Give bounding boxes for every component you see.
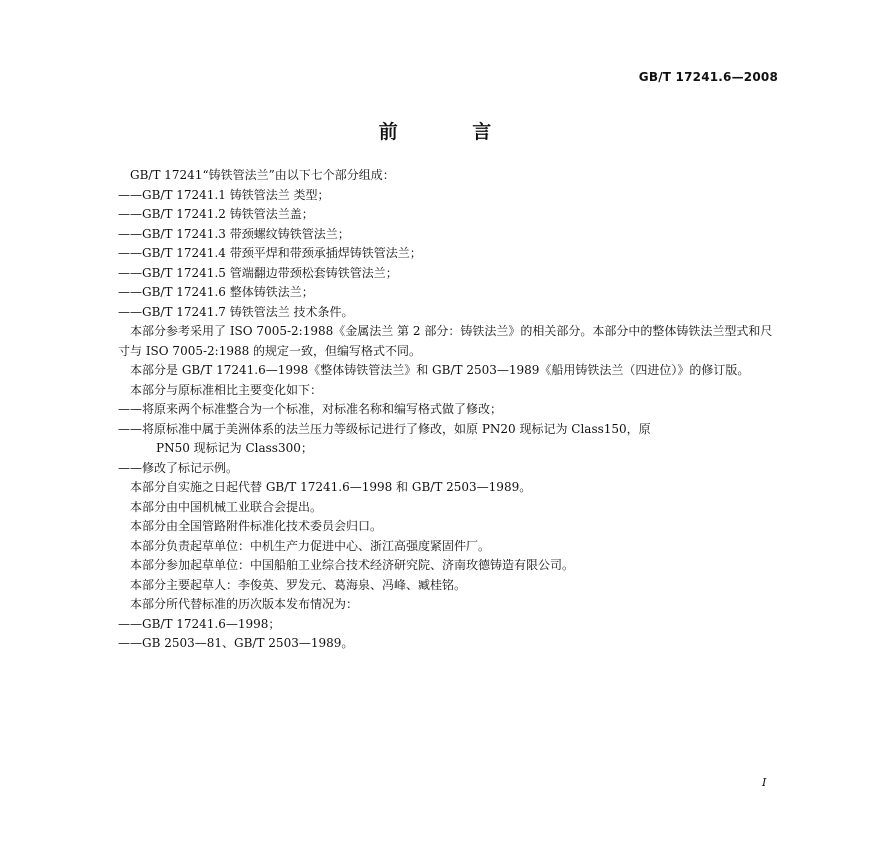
- list-item: ——GB/T 17241.1 铸铁管法兰 类型；: [118, 187, 330, 202]
- page-title: 前 言: [378, 121, 526, 143]
- proposer-statement: 本部分由中国机械工业联合会提出。: [130, 499, 323, 514]
- changes-intro: 本部分与原标准相比主要变化如下：: [130, 382, 323, 397]
- document-body: [118, 166, 778, 654]
- list-item: ——GB/T 17241.3 带颈螺纹铸铁管法兰；: [118, 226, 350, 241]
- list-item: ——GB/T 17241.6 整体铸铁法兰；: [118, 285, 314, 299]
- standard-number: GB/T 17241.6—2008: [638, 70, 778, 84]
- list-item: ——GB/T 17241.2 铸铁管法兰盖；: [118, 207, 314, 221]
- change-item: ——将原来两个标准整合为一个标准，对标准名称和编写格式做了修改；: [118, 402, 503, 416]
- centralizer-statement: 本部分由全国管路附件标准化技术委员会归口。: [130, 519, 383, 533]
- revision-paragraph: 本部分是 GB/T 17241.6—1998《整体铸铁管法兰》和 GB/T 2503—1989《船用铸铁法兰（四进位）》的修订版。: [130, 363, 750, 377]
- page-number: I: [762, 776, 767, 789]
- change-item: ——修改了标记示例。: [118, 460, 239, 475]
- replacement-statement: 本部分自实施之日起代替 GB/T 17241.6—1998 和 GB/T 2503—1989。: [130, 480, 532, 494]
- history-intro: 本部分所代替标准的历次版本发布情况为：: [130, 597, 359, 611]
- list-item: ——GB/T 17241.5 管端翻边带颈松套铸铁管法兰；: [118, 265, 398, 280]
- intro-line: GB/T 17241“铸铁管法兰”由以下七个部分组成：: [130, 168, 395, 182]
- drafters-statement: 本部分主要起草人：李俊英、罗发元、葛海泉、冯峰、臧桂铭。: [130, 577, 467, 592]
- list-item: ——GB/T 17241.4 带颈平焊和带颈承插焊铸铁管法兰；: [118, 246, 422, 260]
- history-item: ——GB 2503—81、GB/T 2503—1989。: [118, 636, 354, 650]
- change-item: ——将原标准中属于美洲体系的法兰压力等级标记进行了修改，如原 PN20 现标记为 Class150，原: [118, 421, 651, 436]
- change-item-continuation: PN50 现标记为 Class300；: [156, 441, 313, 455]
- participating-drafter-statement: 本部分参加起草单位：中国船舶工业综合技术经济研究院、济南玫德铸造有限公司。: [130, 558, 575, 572]
- iso-reference-paragraph: 本部分参考采用了 ISO 7005-2:1988《金属法兰 第 2 部分：铸铁法兰》的相关部分。本部分中的整体铸铁法兰型式和尺寸与 ISO 7005-2:1988 的规定一致，但编写格式不同。: [118, 324, 773, 358]
- responsible-drafter-statement: 本部分负责起草单位：中机生产力促进中心、浙江高强度紧固件厂。: [130, 538, 491, 553]
- history-item: ——GB/T 17241.6—1998；: [118, 616, 281, 631]
- list-item: ——GB/T 17241.7 铸铁管法兰 技术条件。: [118, 304, 354, 319]
